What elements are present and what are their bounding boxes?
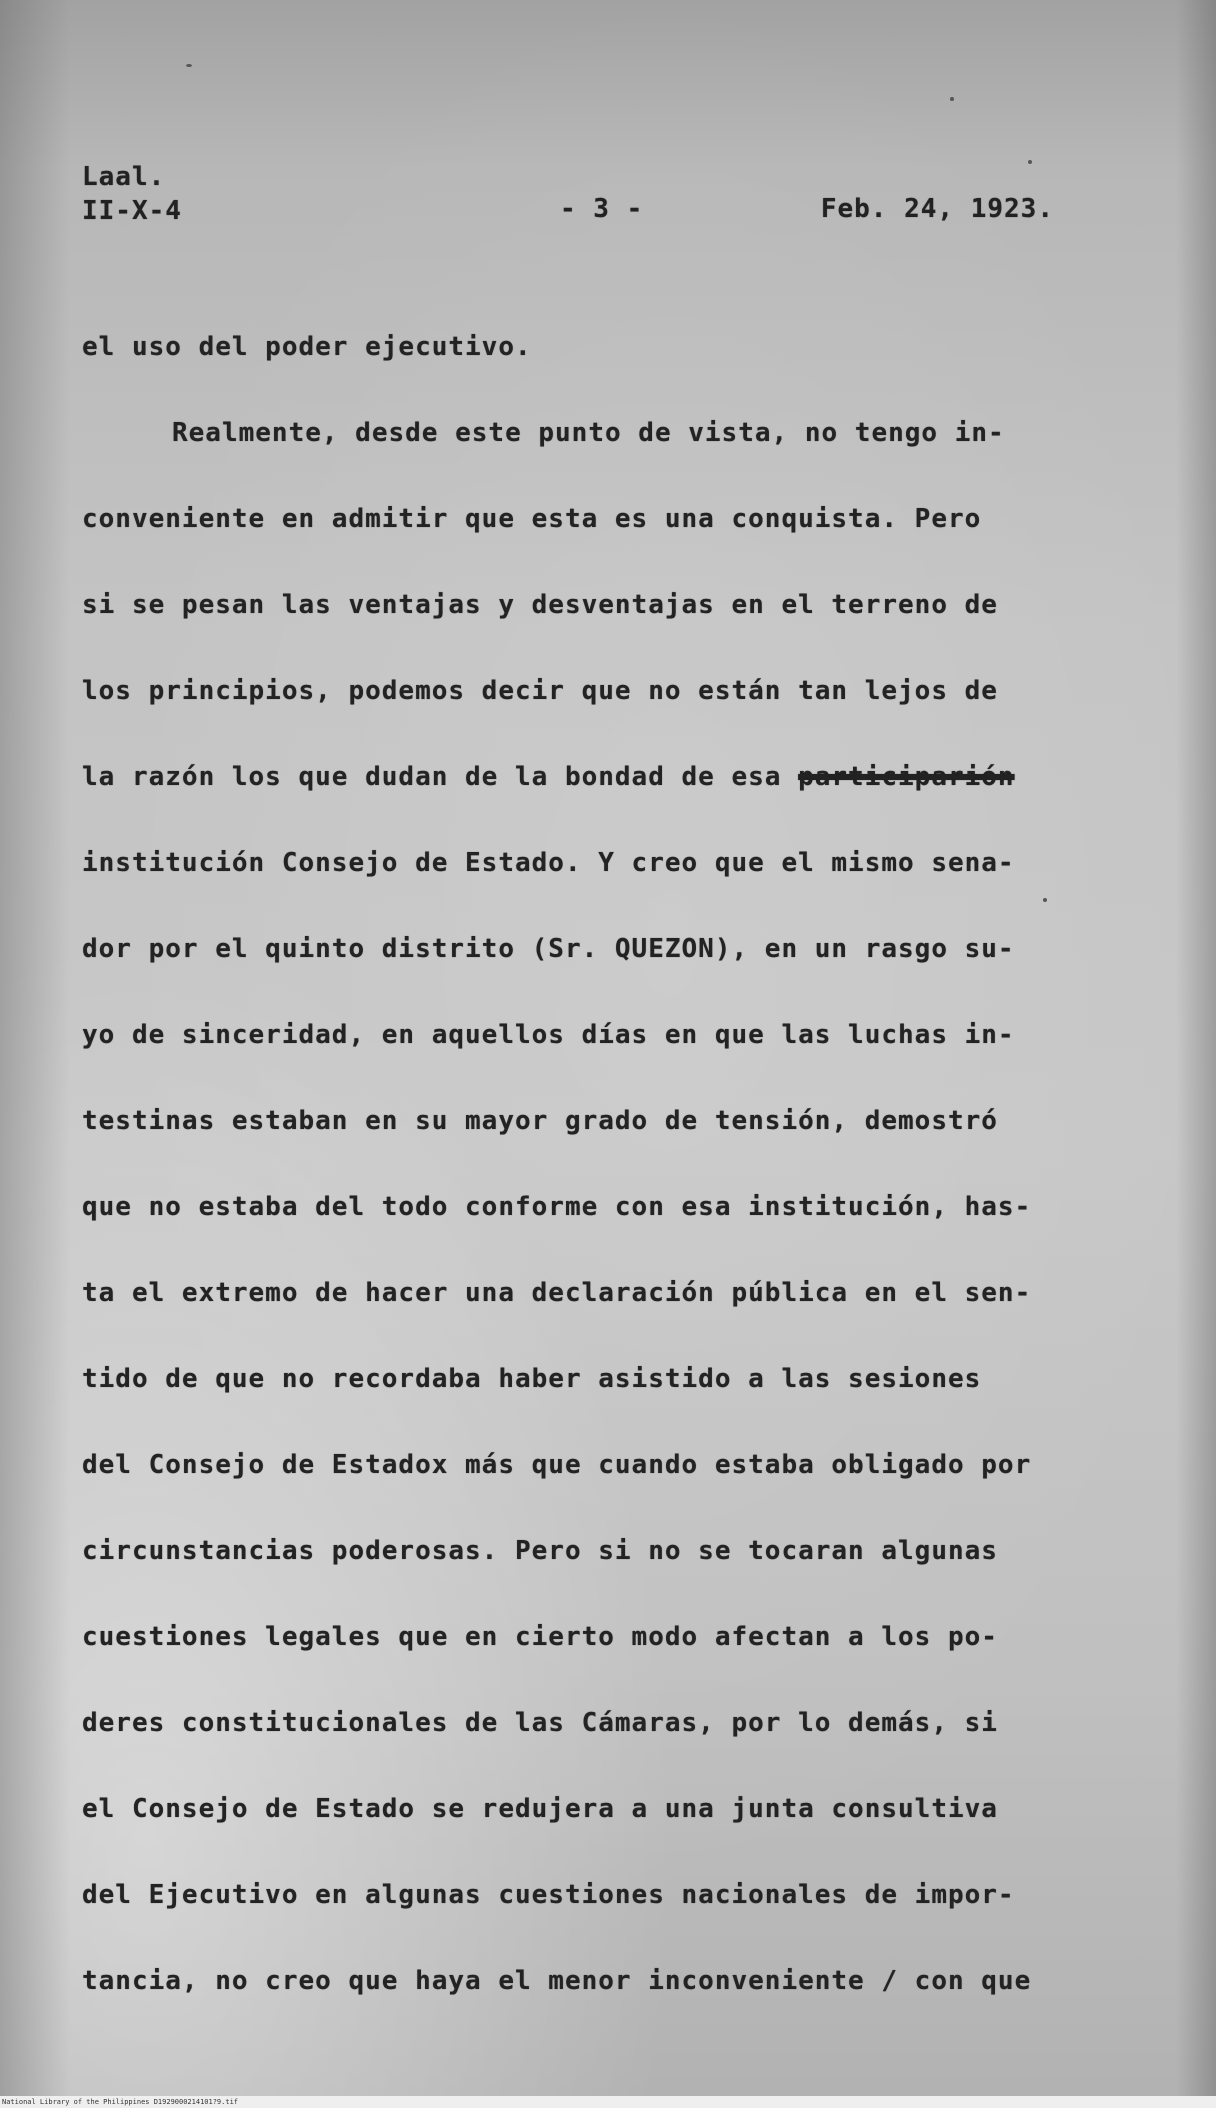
text-line: institución Consejo de Estado. Y creo que el mismo sena-	[82, 848, 1015, 878]
text-line: dor por el quinto distrito (Sr. QUEZON), en un rasgo su-	[82, 934, 1015, 964]
paper-speck	[950, 97, 954, 101]
reference-code	[82, 160, 182, 228]
text-line: ta el extremo de hacer una declaración pública en el sen-	[82, 1278, 1032, 1308]
text-line: si se pesan las ventajas y desventajas en el terreno de	[82, 590, 998, 620]
text-line: tido de que no recordaba haber asistido a las sesiones	[82, 1364, 982, 1394]
text-line: conveniente en admitir que esta es una conquista. Pero	[82, 504, 982, 534]
text-line: los principios, podemos decir que no están tan lejos de	[82, 676, 998, 706]
body-text	[82, 304, 1031, 2024]
text-line: testinas estaban en su mayor grado de tensión, demostró	[82, 1106, 998, 1136]
text-line: Realmente, desde este punto de vista, no tengo in-	[172, 418, 1005, 448]
text-line: del Consejo de Estadox más que cuando estaba obligado por	[82, 1450, 1032, 1480]
text-line: circunstancias poderosas. Pero si no se tocaran algunas	[82, 1536, 998, 1566]
text-line: que no estaba del todo conforme con esa institución, has-	[82, 1192, 1032, 1222]
reference-line-1: Laal.	[82, 162, 166, 192]
text-line: yo de sinceridad, en aquellos días en que las luchas in-	[82, 1020, 1015, 1050]
paper-speck	[186, 64, 192, 67]
paper-speck	[1043, 898, 1047, 902]
text-line	[82, 734, 1031, 820]
text-line: el uso del poder ejecutivo.	[82, 332, 532, 362]
document-date: Feb. 24, 1923.	[820, 194, 1054, 224]
paper-speck	[1028, 160, 1032, 164]
text-line: el Consejo de Estado se redujera a una junta consultiva	[82, 1794, 998, 1824]
reference-line-2: II-X-4	[82, 196, 182, 226]
struck-out-word: participarión	[798, 762, 1015, 792]
text-line: tancia, no creo que haya el menor inconveniente / con que	[82, 1966, 1032, 1996]
scan-footer: National Library of the Philippines D1929000214101?9.tif	[0, 2096, 1216, 2108]
text-line: del Ejecutivo en algunas cuestiones nacionales de impor-	[82, 1880, 1015, 1910]
text-line: cuestiones legales que en cierto modo afectan a los po-	[82, 1622, 998, 1652]
text-line-main: la razón los que dudan de la bondad de esa	[82, 762, 799, 792]
page-number: - 3 -	[560, 194, 644, 224]
text-line: deres constitucionales de las Cámaras, por lo demás, si	[82, 1708, 998, 1738]
